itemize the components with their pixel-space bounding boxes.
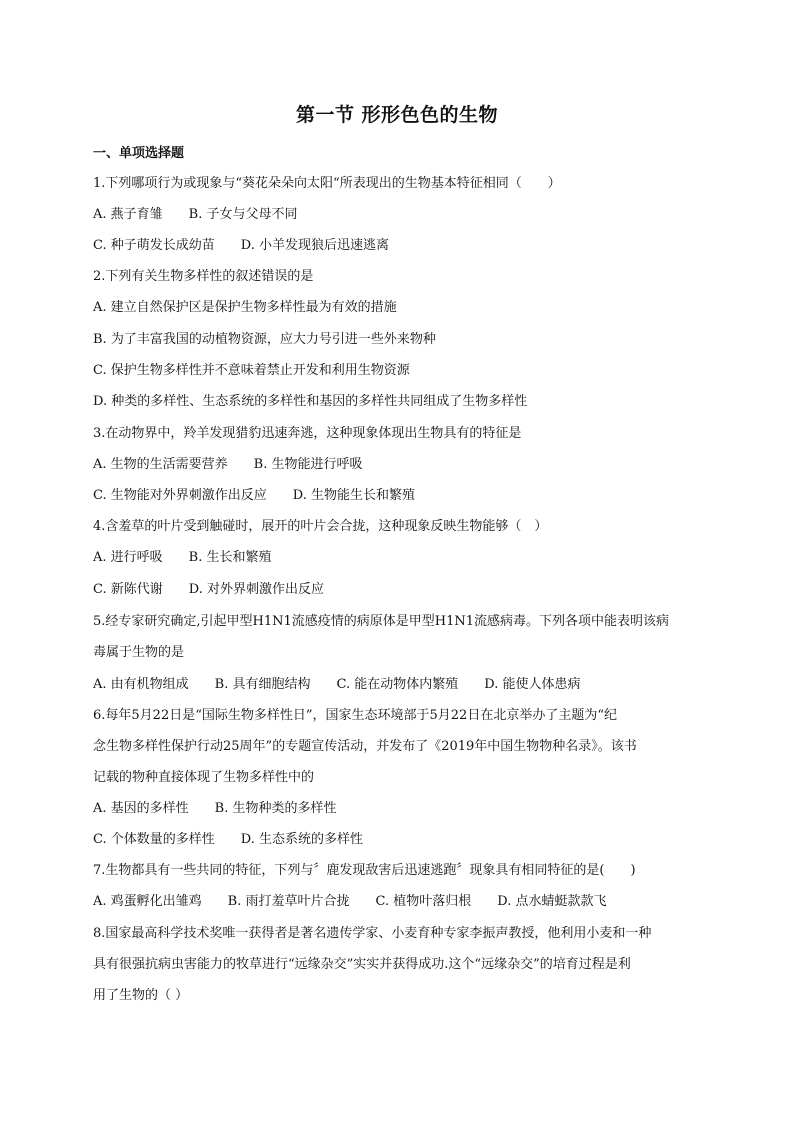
question-2-option-d[interactable]: D. 种类的多样性、生态系统的多样性和基因的多样性共同组成了生物多样性 <box>93 394 528 409</box>
question-7-option-a[interactable]: A. 鸡蛋孵化出雏鸡 <box>93 894 202 909</box>
question-1-options-row-1 <box>93 207 708 223</box>
question-1-stem: 1.下列哪项行为或现象与“葵花朵朵向太阳“所表现出的生物基本特征相同（ ） <box>93 176 561 191</box>
question-6-option-a[interactable]: A. 基因的多样性 <box>93 801 189 816</box>
question-6-option-d[interactable]: D. 生态系统的多样性 <box>240 832 363 847</box>
question-4-option-a[interactable]: A. 进行呼吸 <box>93 550 163 565</box>
question-6-option-b[interactable]: B. 生物种类的多样性 <box>214 801 337 816</box>
question-6-stem: 6.每年5月22日是“国际生物多样性日”，国家生态环境部于5月22日在北京举办了主题为“纪 <box>93 708 617 723</box>
question-3-option-c[interactable]: C. 生物能对外界刺激作出反应 <box>93 488 267 503</box>
question-5-option-c[interactable]: C. 能在动物体内繁殖 <box>336 677 459 692</box>
question-3-option-b[interactable]: B. 生物能进行呼吸 <box>253 457 363 472</box>
question-3-options-row-1 <box>93 457 708 473</box>
question-3-options-row-2 <box>93 488 708 504</box>
question-3-option-a[interactable]: A. 生物的生活需要营养 <box>93 457 228 472</box>
question-4-options-row-2 <box>93 582 708 598</box>
question-7-option-d[interactable]: D. 点水蜻蜓款款飞 <box>497 894 607 909</box>
question-4-options-row-1 <box>93 550 708 566</box>
question-4-stem: 4.含羞草的叶片受到触碰时，展开的叶片会合拢，这种现象反映生物能够（ ） <box>93 519 548 534</box>
question-1-option-d[interactable]: D. 小羊发现狼后迅速逃离 <box>240 238 389 253</box>
question-6-options-row-2 <box>93 832 708 848</box>
question-2-option-b[interactable]: B. 为了丰富我国的动植物资源，应大力号引进一些外来物种 <box>93 332 436 347</box>
question-4-option-c[interactable]: C. 新陈代谢 <box>93 582 163 597</box>
question-2-stem: 2.下列有关生物多样性的叙述错误的是 <box>93 269 314 284</box>
question-8-stem-continued-2: 用了生物的（ ） <box>93 988 189 1003</box>
question-1-option-c[interactable]: C. 种子萌发长成幼苗 <box>93 238 215 253</box>
question-5-options-row <box>93 677 708 693</box>
question-5-option-b[interactable]: B. 具有细胞结构 <box>214 677 311 692</box>
question-5-option-d[interactable]: D. 能使人体患病 <box>484 677 581 692</box>
question-6-option-c[interactable]: C. 个体数量的多样性 <box>93 832 215 847</box>
question-8-stem-continued: 具有很强抗病虫害能力的牧草进行“远缘杂交”实实并获得成功.这个“远缘杂交”的培育过程是利 <box>93 957 631 972</box>
question-1-option-b[interactable]: B. 子女与父母不同 <box>188 207 298 222</box>
question-6-stem-continued: 念生物多样性保护行动25周年”的专题宣传活动，并发布了《2019年中国生物物种名录》。该书 <box>93 739 637 754</box>
question-1-option-a[interactable]: A. 燕子育雏 <box>93 207 163 222</box>
question-7-option-c[interactable]: C. 植物叶落归根 <box>375 894 472 909</box>
question-6-options-row-1 <box>93 801 708 817</box>
question-4-option-d[interactable]: D. 对外界刺激作出反应 <box>188 582 324 597</box>
question-1-options-row-2 <box>93 238 708 254</box>
question-7-stem: 7.生物都具有一些共同的特征，下列与〞鹿发现敌害后迅速逃跑〞现象具有相同特征的是( ) <box>93 863 636 878</box>
question-2-option-c[interactable]: C. 保护生物多样性并不意味着禁止开发和利用生物资源 <box>93 363 410 378</box>
question-5-option-a[interactable]: A. 由有机物组成 <box>93 677 189 692</box>
question-5-stem-continued: 毒属于生物的是 <box>93 645 185 660</box>
page-title: 第一节 形形色色的生物 <box>295 104 499 126</box>
question-7-options-row <box>93 894 708 910</box>
question-3-stem: 3.在动物界中，羚羊发现猎豹迅速奔逃，这种现象体现出生物具有的特征是 <box>93 426 522 441</box>
section-heading: 一、单项选择题 <box>93 146 185 161</box>
question-6-stem-continued-2: 记载的物种直接体现了生物多样性中的 <box>93 770 315 785</box>
question-4-option-b[interactable]: B. 生长和繁殖 <box>188 550 272 565</box>
question-3-option-d[interactable]: D. 生物能生长和繁殖 <box>292 488 415 503</box>
question-2-option-a[interactable]: A. 建立自然保护区是保护生物多样性最为有效的措施 <box>93 300 397 315</box>
question-5-stem: 5.经专家研究确定,引起甲型H1N1流感疫情的病原体是甲型H1N1流感病毒。下列各项中能表明该病 <box>93 614 670 629</box>
question-8-stem: 8.国家最高科学技术奖唯一获得者是著名遗传学家、小麦育种专家李振声教授，他利用小麦和一种 <box>93 926 652 941</box>
question-7-option-b[interactable]: B. 雨打羞草叶片合拢 <box>227 894 350 909</box>
